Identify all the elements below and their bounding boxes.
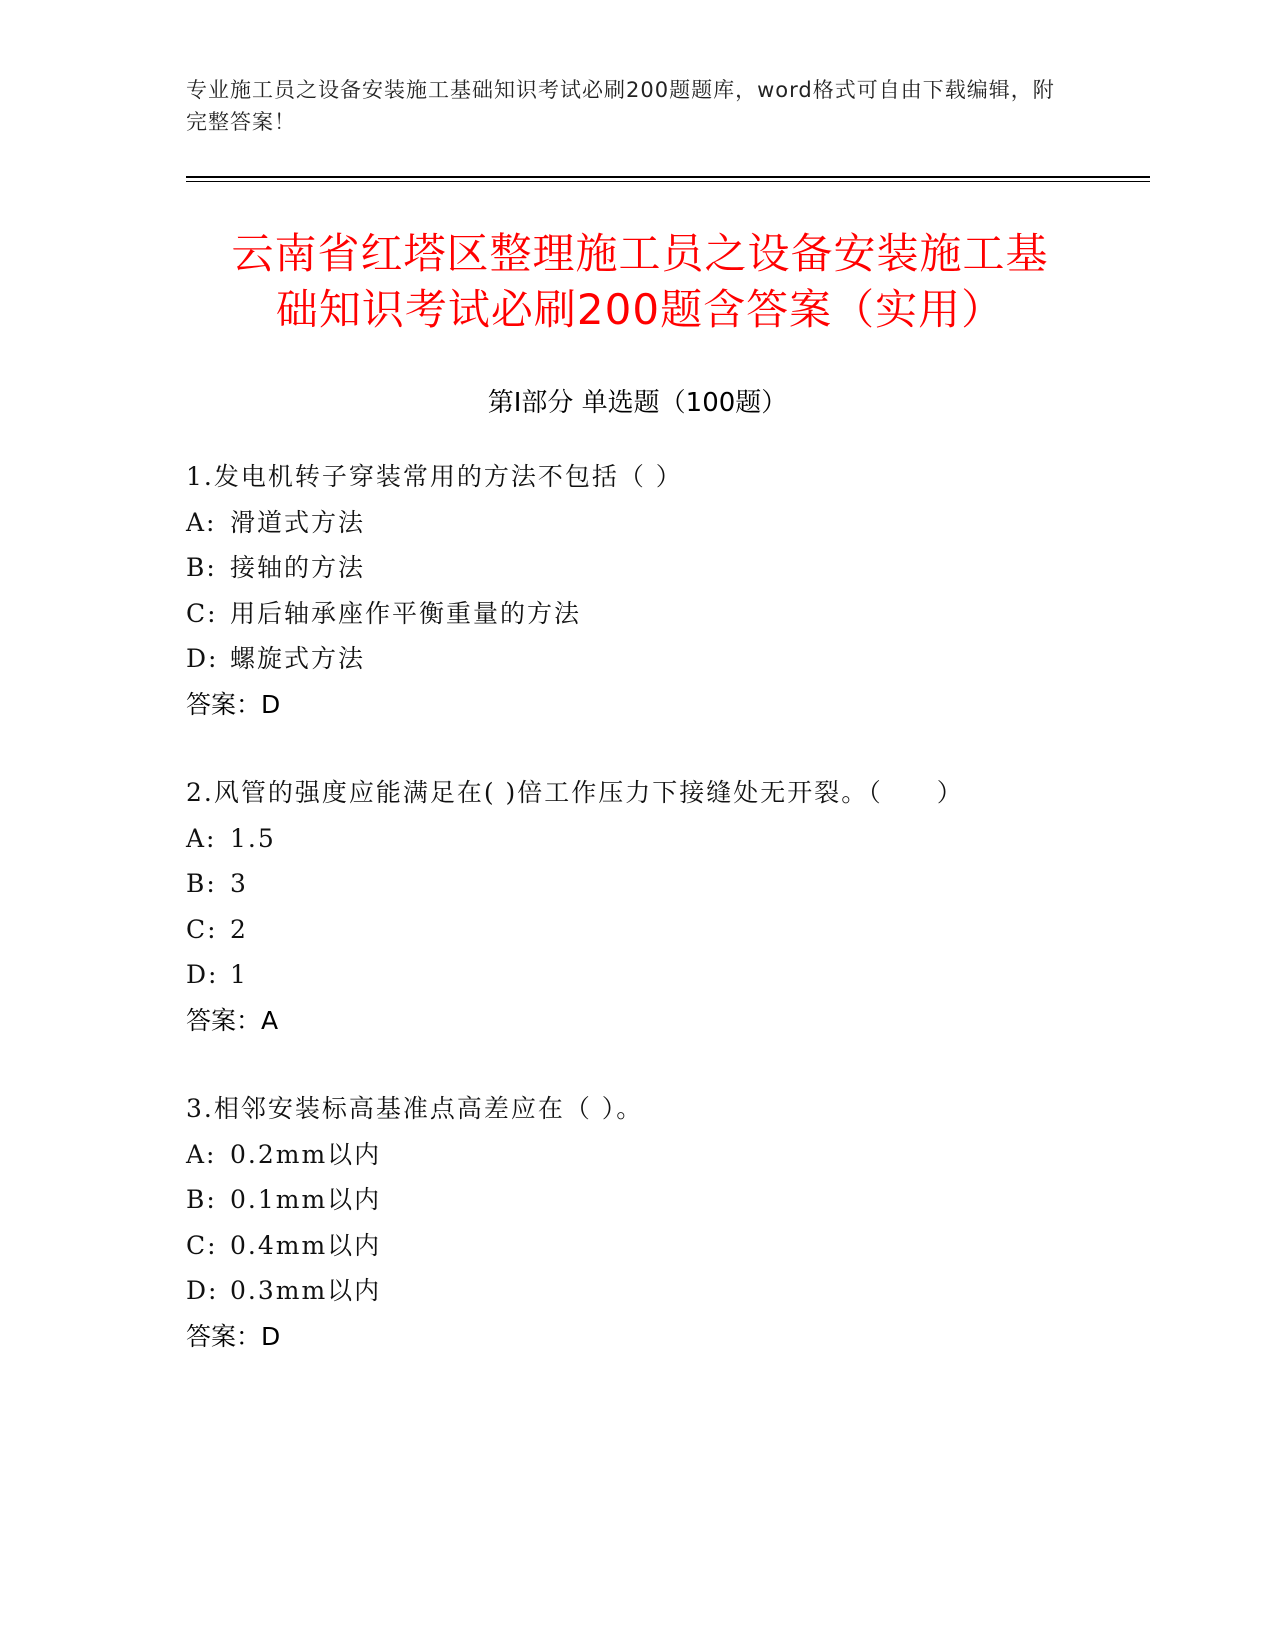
option-letter: C: (186, 914, 218, 944)
option-letter: D: (186, 1276, 219, 1305)
option-b (186, 1177, 1126, 1223)
option-letter: A: (186, 507, 217, 537)
option-text: 2 (230, 914, 248, 944)
question-stem: 2.风管的强度应能满足在( )倍工作压力下接缝处无开裂。（ ） (186, 778, 964, 807)
option-a (186, 500, 1126, 546)
option-letter: B: (186, 553, 217, 582)
option-text: 0.1mm以内 (230, 1185, 382, 1214)
option-letter: D: (186, 644, 219, 673)
question-stem: 1.发电机转子穿装常用的方法不包括（ ） (186, 462, 683, 491)
header-rule-thick (186, 176, 1150, 178)
option-text: 接轴的方法 (230, 553, 366, 582)
option-text: 0.3mm以内 (230, 1276, 382, 1305)
option-a (186, 1132, 1126, 1178)
option-c (186, 907, 1126, 953)
header-rule-thin (186, 181, 1150, 182)
question-stem: 3.相邻安装标高基准点高差应在（ ）。 (186, 1094, 644, 1123)
document-title-line-2: 础知识考试必刷200题含答案（实用） (275, 285, 1005, 334)
option-letter: A: (186, 823, 217, 853)
option-letter: B: (186, 869, 217, 898)
question-1 (186, 454, 1126, 727)
option-text: 滑道式方法 (230, 507, 366, 537)
question-3 (186, 1086, 1126, 1359)
option-text: 1 (230, 960, 248, 989)
option-d (186, 952, 1126, 998)
option-text: 0.2mm以内 (230, 1139, 382, 1169)
document-title-line-1: 云南省红塔区整理施工员之设备安装施工基 (231, 229, 1049, 278)
option-text: 1.5 (230, 823, 276, 853)
question-2 (186, 770, 1126, 1043)
option-b (186, 545, 1126, 591)
option-c (186, 1223, 1126, 1269)
option-a (186, 816, 1126, 862)
option-letter: C: (186, 598, 218, 628)
answer-text: 答案：D (186, 1321, 281, 1351)
option-text: 螺旋式方法 (230, 644, 366, 673)
option-letter: D: (186, 960, 219, 989)
option-letter: C: (186, 1230, 218, 1260)
document-title (160, 226, 1120, 338)
option-b (186, 861, 1126, 907)
answer-text: 答案：A (186, 1005, 279, 1035)
option-d (186, 636, 1126, 682)
option-text: 0.4mm以内 (230, 1230, 382, 1260)
option-text: 用后轴承座作平衡重量的方法 (230, 598, 582, 628)
header-note: 专业施工员之设备安装施工基础知识考试必刷200题题库，word格式可自由下载编辑，附完整答案！ (186, 78, 1055, 134)
option-d (186, 1268, 1126, 1314)
option-letter: B: (186, 1185, 217, 1214)
option-c (186, 591, 1126, 637)
option-text: 3 (230, 869, 248, 898)
answer-text: 答案：D (186, 689, 281, 719)
option-letter: A: (186, 1139, 217, 1169)
section-title: 第Ⅰ部分 单选题（100题） (487, 388, 788, 418)
